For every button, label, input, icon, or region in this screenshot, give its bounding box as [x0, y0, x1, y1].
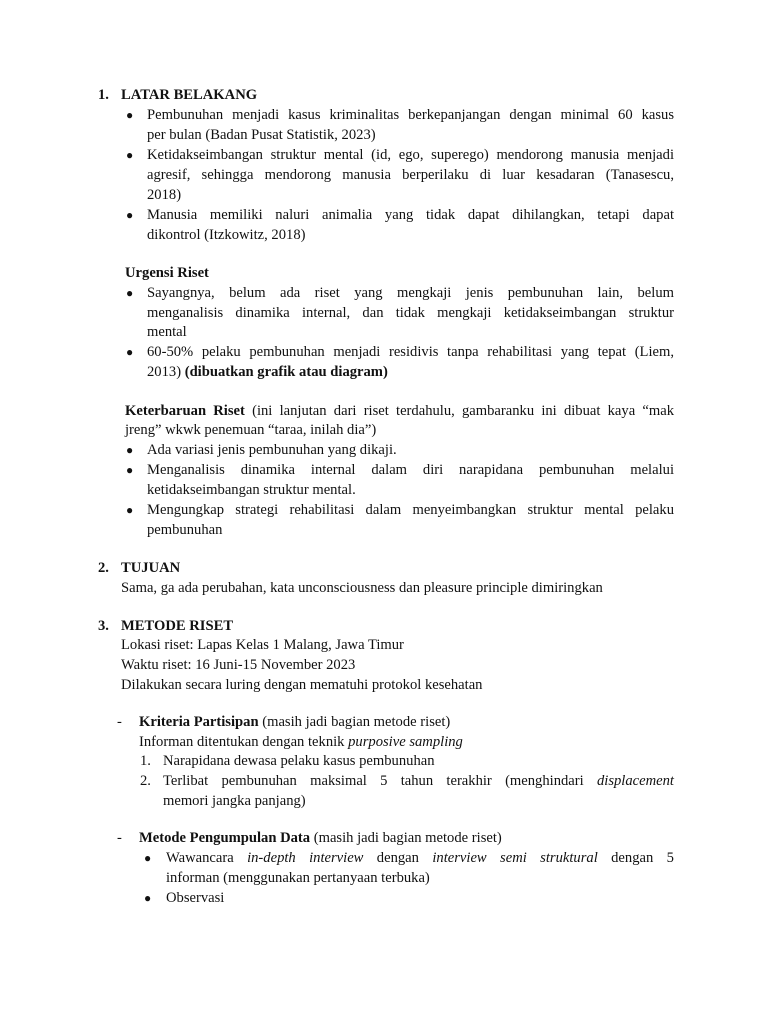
list-item-continued: menganalisis dinamika internal, dan tidak mengkaji ketidakseimbangan struktur — [147, 305, 674, 321]
section-2-text: Sama, ga ada perubahan, kata unconsciousness dan pleasure principle dimiringkan — [121, 580, 603, 596]
keterbaruan-note: (ini lanjutan dari riset terdahulu, gambaranku ini dibuat kaya “mak — [244, 403, 674, 419]
section-1-title: LATAR BELAKANG — [121, 87, 258, 103]
keterbaruan-note-continued: jreng” wkwk penemuan “taraa, inilah dia”) — [125, 422, 377, 438]
list-item-continued: dikontrol (Itzkowitz, 2018) — [147, 227, 306, 243]
displacement-term: displacement — [596, 773, 674, 789]
list-item-continued: pembunuhan — [147, 522, 223, 538]
protocol-line: Dilakukan secara luring dengan mematuhi protokol kesehatan — [121, 677, 483, 693]
bullet-icon: ● — [126, 286, 134, 300]
list-item: 60-50% pelaku pembunuhan menjadi residivis tanpa rehabilitasi yang tepat (Liem, — [147, 344, 674, 360]
kriteria-heading: Kriteria Partisipan — [139, 714, 259, 730]
list-item-continued: informan (menggunakan pertanyaan terbuka) — [166, 870, 430, 886]
section-3-title: METODE RISET — [121, 618, 234, 634]
bullet-icon: ● — [126, 148, 134, 162]
bullet-icon: ● — [126, 108, 134, 122]
list-item-continued: memori jangka panjang) — [163, 793, 306, 809]
keterbaruan-intro — [125, 402, 674, 422]
list-item-continued: ketidakseimbangan struktur mental. — [147, 482, 356, 498]
citation-text: 2013) — [147, 364, 185, 380]
list-number: 1. — [140, 753, 151, 769]
bullet-icon: ● — [126, 443, 134, 457]
semi-structural-term: interview semi struktural — [432, 850, 598, 866]
list-item-text: Terlibat pembunuhan maksimal 5 tahun terakhir (menghindari — [163, 773, 597, 789]
list-item-continued: 2018) — [147, 187, 182, 203]
kriteria-intro-text: Informan ditentukan dengan teknik — [139, 734, 349, 750]
location-line: Lokasi riset: Lapas Kelas 1 Malang, Jawa Timur — [121, 637, 404, 653]
time-line: Waktu riset: 16 Juni-15 November 2023 — [121, 657, 356, 673]
bullet-icon: ● — [144, 891, 152, 905]
list-item: Narapidana dewasa pelaku kasus pembunuhan — [163, 753, 435, 769]
dash-marker: - — [117, 830, 122, 846]
kriteria-intro — [139, 733, 463, 753]
bullet-icon: ● — [126, 463, 134, 477]
list-item-text: dengan — [363, 850, 433, 866]
kriteria-note: (masih jadi bagian metode riset) — [258, 714, 451, 730]
section-3-number: 3. — [98, 618, 109, 634]
list-item: Pembunuhan menjadi kasus kriminalitas berkepanjangan dengan minimal 60 kasus — [147, 107, 674, 123]
list-number: 2. — [140, 773, 151, 789]
list-item-text: dengan 5 — [597, 850, 674, 866]
list-item: Mengungkap strategi rehabilitasi dalam menyeimbangkan struktur mental pelaku — [147, 502, 674, 518]
list-item — [166, 849, 674, 869]
bullet-icon: ● — [144, 851, 152, 865]
list-item: Observasi — [166, 890, 225, 906]
list-item-continued: agresif, sehingga mendorong manusia berperilaku di luar kesadaran (Tanasescu, — [147, 167, 674, 183]
bullet-icon: ● — [126, 208, 134, 222]
section-2-number: 2. — [98, 560, 109, 576]
pengumpulan-heading: Metode Pengumpulan Data — [139, 830, 311, 846]
pengumpulan-heading-line — [139, 829, 502, 849]
list-item: Ada variasi jenis pembunuhan yang dikaji. — [147, 442, 397, 458]
list-item: Menganalisis dinamika internal dalam diri narapidana pembunuhan melalui — [147, 462, 674, 478]
list-item-continued: per bulan (Badan Pusat Statistik, 2023) — [147, 127, 376, 143]
bullet-icon: ● — [126, 345, 134, 359]
list-item-text: Wawancara — [166, 850, 248, 866]
list-item: Ketidakseimbangan struktur mental (id, ego, superego) mendorong manusia menjadi — [147, 147, 674, 163]
bullet-icon: ● — [126, 503, 134, 517]
keterbaruan-heading: Keterbaruan Riset — [125, 403, 245, 419]
purposive-sampling-term: purposive sampling — [348, 734, 463, 750]
bold-note: (dibuatkan grafik atau diagram) — [184, 364, 388, 380]
list-item — [163, 772, 674, 792]
dash-marker: - — [117, 714, 122, 730]
in-depth-interview-term: in-depth interview — [247, 850, 364, 866]
list-item-continued: mental — [147, 324, 187, 340]
kriteria-heading-line — [139, 713, 450, 733]
pengumpulan-note: (masih jadi bagian metode riset) — [310, 830, 502, 846]
urgensi-heading: Urgensi Riset — [125, 265, 209, 281]
section-2-title: TUJUAN — [121, 560, 181, 576]
list-item: Sayangnya, belum ada riset yang mengkaji jenis pembunuhan lain, belum — [147, 285, 674, 301]
section-1-number: 1. — [98, 87, 109, 103]
list-item-continued — [147, 363, 388, 383]
list-item: Manusia memiliki naluri animalia yang tidak dapat dihilangkan, tetapi dapat — [147, 207, 674, 223]
